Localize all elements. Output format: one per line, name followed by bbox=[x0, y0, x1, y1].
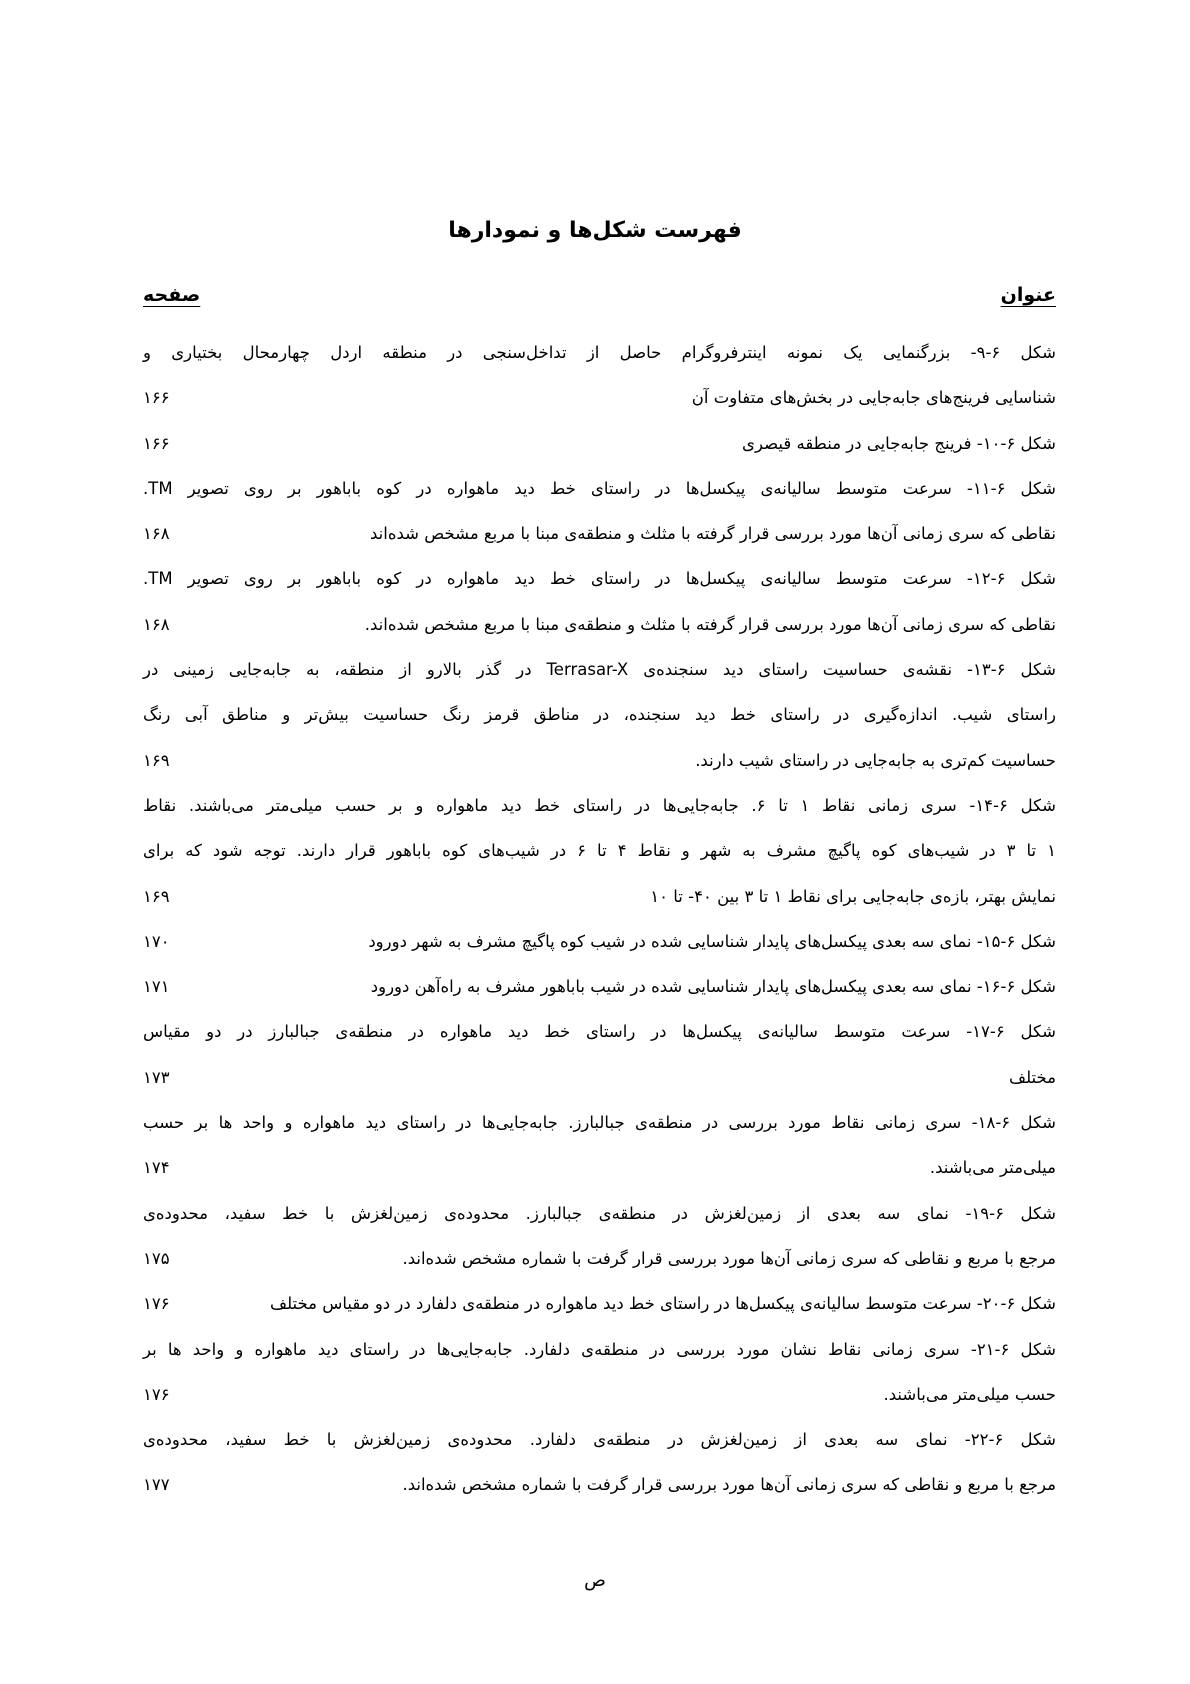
list-item bbox=[143, 1327, 1056, 1372]
list-item bbox=[143, 1417, 1056, 1462]
list-item bbox=[143, 874, 1056, 919]
entry-text: شکل ۶-۱۳- نقشه‌ی حساسیت راستای دید سنجنده‌ی Terrasar-X در گذر بالارو از منطقه، به جابه‌جایی زمینی در bbox=[143, 660, 1056, 680]
entry-page-number: ۱۷۴ bbox=[143, 1158, 170, 1178]
entry-text: شکل ۶-۲۱- سری زمانی نقاط نشان مورد بررسی در منطقه‌ی دلفارد. جابه‌جایی‌ها در راستای دید ماهواره و واحد ها بر bbox=[143, 1339, 1056, 1359]
list-item bbox=[143, 738, 1056, 783]
entry-text: حساسیت کم‌تری به جابه‌جایی در راستای شیب دارند. bbox=[695, 750, 1056, 770]
page-number-footer: ص bbox=[584, 1570, 606, 1591]
entry-text: شکل ۶-۱۹- نمای سه بعدی از زمین‌لغزش در منطقه‌ی جبالبارز. محدوده‌ی زمین‌لغزش با خط سفید، محدوده‌ی bbox=[143, 1203, 1056, 1223]
entry-text: شکل ۶-۱۴- سری زمانی نقاط ۱ تا ۶. جابه‌جایی‌ها در راستای خط دید ماهواره و بر حسب میلی‌متر می‌باشند. نقاط bbox=[143, 795, 1057, 815]
entry-text: مرجع با مربع و نقاطی که سری زمانی آن‌ها مورد بررسی قرار گرفت با شماره مشخص شده‌اند. bbox=[402, 1248, 1056, 1268]
list-item bbox=[143, 692, 1056, 737]
list-item bbox=[143, 964, 1056, 1009]
entry-page-number: ۱۶۶ bbox=[143, 388, 170, 408]
list-item bbox=[143, 511, 1056, 556]
entry-page-number: ۱۷۷ bbox=[143, 1475, 170, 1495]
entry-page-number: ۱۶۸ bbox=[143, 524, 170, 544]
entry-text: ۱ تا ۳ در شیب‌های کوه پاگیچ مشرف به شهر و نقاط ۴ تا ۶ در شیب‌های کوه باباهور قرار دارند. توجه شود که برای bbox=[143, 841, 1057, 861]
list-item bbox=[143, 1009, 1056, 1054]
entry-page-number: ۱۷۰ bbox=[143, 931, 170, 951]
entry-text: شکل ۶-۱۸- سری زمانی نقاط مورد بررسی در منطقه‌ی جبالبارز. جابه‌جایی‌ها در راستای دید ماهواره و واحد ها بر حسب bbox=[143, 1113, 1056, 1133]
list-item bbox=[143, 1145, 1056, 1190]
page-title: فهرست شکل‌ها و نمودارها bbox=[448, 218, 742, 243]
list-item bbox=[143, 330, 1056, 375]
entry-text: راستای شیب. اندازه‌گیری در راستای خط دید سنجنده، در مناطق قرمز رنگ حساسیت بیش‌تر و مناطق آبی رنگ bbox=[143, 705, 1056, 725]
list-item bbox=[143, 1100, 1056, 1145]
entry-text: شکل ۶-۱۶- نمای سه بعدی پیکسل‌های پایدار شناسایی شده در شیب باباهور مشرف به راه‌آهن دورود bbox=[370, 977, 1056, 997]
entry-text: مرجع با مربع و نقاطی که سری زمانی آن‌ها مورد بررسی قرار گرفت با شماره مشخص شده‌اند. bbox=[402, 1475, 1056, 1495]
list-item bbox=[143, 421, 1056, 466]
entry-text: شناسایی فرینج‌های جابه‌جایی در بخش‌های متفاوت آن bbox=[691, 388, 1056, 408]
title-column-header: عنوان bbox=[1000, 284, 1056, 306]
list-item bbox=[143, 828, 1056, 873]
entry-text: شکل ۶-۱۷- سرعت متوسط سالیانه‌ی پیکسل‌ها در راستای خط دید ماهواره در منطقه‌ی جبالبارز در دو مقیاس bbox=[143, 1022, 1056, 1042]
entry-text: میلی‌متر می‌باشند. bbox=[929, 1158, 1056, 1178]
entry-page-number: ۱۶۹ bbox=[143, 750, 170, 770]
list-item bbox=[143, 1462, 1056, 1507]
list-item bbox=[143, 556, 1056, 601]
figure-list bbox=[143, 330, 1056, 1508]
list-item bbox=[143, 466, 1056, 511]
entry-text: حسب میلی‌متر می‌باشند. bbox=[883, 1384, 1056, 1404]
list-item bbox=[143, 1055, 1056, 1100]
entry-text: شکل ۶-۱۲- سرعت متوسط سالیانه‌ی پیکسل‌ها در راستای خط دید ماهواره در کوه باباهور بر روی تصویر TM. bbox=[143, 569, 1056, 589]
entry-text: نقاطی که سری زمانی آن‌ها مورد بررسی قرار گرفته با مثلث و منطقه‌ی مبنا با مربع مشخص شده‌اند bbox=[370, 524, 1056, 544]
list-item bbox=[143, 1281, 1056, 1326]
entry-text: شکل ۶-۲۰- سرعت متوسط سالیانه‌ی پیکسل‌ها در راستای خط دید ماهواره در منطقه‌ی دلفارد در دو مقیاس مختلف bbox=[270, 1294, 1056, 1314]
entry-page-number: ۱۷۵ bbox=[143, 1248, 170, 1268]
entry-page-number: ۱۷۳ bbox=[143, 1067, 170, 1087]
list-item bbox=[143, 1236, 1056, 1281]
list-item bbox=[143, 1191, 1056, 1236]
entry-text: شکل ۶-۹- بزرگنمایی یک نمونه اینترفروگرام حاصل از تداخل‌سنجی در منطقه اردل چهارمحال بختیاری و bbox=[143, 343, 1056, 362]
entry-page-number: ۱۷۱ bbox=[143, 977, 170, 997]
entry-text: شکل ۶-۱۱- سرعت متوسط سالیانه‌ی پیکسل‌ها در راستای خط دید ماهواره در کوه باباهور بر روی تصویر TM. bbox=[143, 478, 1056, 498]
list-item bbox=[143, 919, 1056, 964]
page-column-header: صفحه bbox=[143, 284, 201, 306]
entry-page-number: ۱۶۹ bbox=[143, 886, 170, 906]
entry-text: نقاطی که سری زمانی آن‌ها مورد بررسی قرار گرفته با مثلث و منطقه‌ی مبنا با مربع مشخص شده‌اند. bbox=[364, 614, 1056, 634]
entry-text: شکل ۶-۲۲- نمای سه بعدی از زمین‌لغزش در منطقه‌ی دلفارد. محدوده‌ی زمین‌لغزش با خط سفید، محدوده‌ی bbox=[143, 1430, 1056, 1450]
entry-text: شکل ۶-۱۵- نمای سه بعدی پیکسل‌های پایدار شناسایی شده در شیب کوه پاگیچ مشرف به شهر دورود bbox=[368, 931, 1056, 951]
list-item bbox=[143, 647, 1056, 692]
entry-text: مختلف bbox=[1008, 1067, 1056, 1087]
list-item bbox=[143, 375, 1056, 420]
entry-page-number: ۱۶۶ bbox=[143, 433, 170, 453]
list-item bbox=[143, 602, 1056, 647]
entry-text: نمایش بهتر، بازه‌ی جابه‌جایی برای نقاط ۱ تا ۳ بین ۴۰- تا ۱۰ bbox=[650, 886, 1056, 906]
entry-page-number: ۱۶۸ bbox=[143, 614, 170, 634]
entry-text: شکل ۶-۱۰- فرینج جابه‌جایی در منطقه قیصری bbox=[742, 433, 1056, 453]
list-item bbox=[143, 1372, 1056, 1417]
list-item bbox=[143, 783, 1056, 828]
entry-page-number: ۱۷۶ bbox=[143, 1384, 170, 1404]
entry-page-number: ۱۷۶ bbox=[143, 1294, 170, 1314]
